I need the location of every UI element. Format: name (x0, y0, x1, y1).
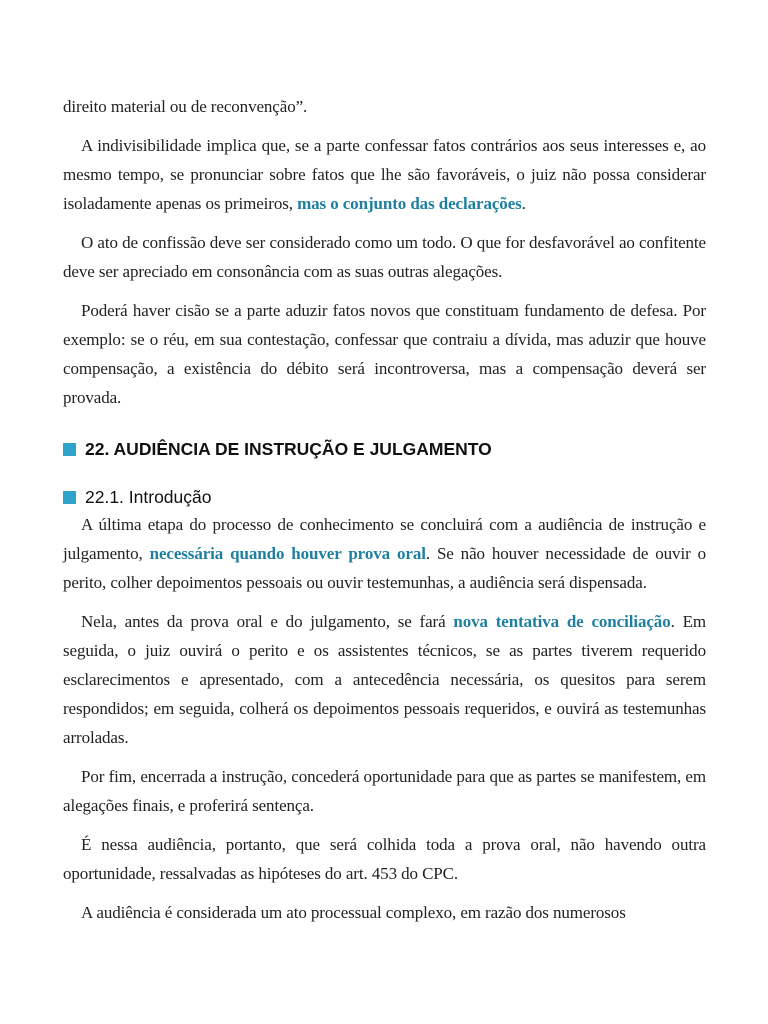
paragraph: Por fim, encerrada a instrução, concederá oportunidade para que as partes se manifestem, em alegações finais, e proferirá sentença. (63, 767, 706, 815)
highlighted-text: mas o conjunto das declarações (297, 194, 522, 213)
paragraph-text: Nela, antes da prova oral e do julgamento, se fará (81, 612, 454, 631)
paragraph (63, 510, 706, 597)
paragraph-text: A indivisibilidade implica que, se a parte confessar fatos contrários aos seus interesses e, ao mesmo tempo, se pronunciar sobre fatos que lhe são favoráveis, o juiz não possa considerar isoladamente apenas os primeiros, (63, 136, 706, 213)
paragraph: É nessa audiência, portanto, que será colhida toda a prova oral, não havendo outra oportunidade, ressalvadas as hipóteses do art. 453 do CPC. (63, 835, 706, 883)
section-heading-text: 22. AUDIÊNCIA DE INSTRUÇÃO E JULGAMENTO (85, 439, 492, 459)
paragraph-text: . Se não houver necessidade de ouvir o perito, colher depoimentos pessoais ou ouvir testemunhas, a audiência será dispensada. (63, 544, 706, 592)
section-heading (63, 436, 706, 462)
paragraph: Poderá haver cisão se a parte aduzir fatos novos que constituam fundamento de defesa. Por exemplo: se o réu, em sua contestação, confessar que contraiu a dívida, mas aduzir que houve compensação, a existência do débito será incontroversa, mas a compensação deverá ser provada. (63, 301, 706, 407)
square-bullet-icon (63, 443, 76, 456)
paragraph (63, 607, 706, 752)
paragraph: A audiência é considerada um ato processual complexo, em razão dos numerosos (81, 903, 626, 922)
paragraphs-top (63, 92, 706, 412)
paragraph-text: . Em seguida, o juiz ouvirá o perito e os assistentes técnicos, se as partes tiverem requerido esclarecimentos e apresentado, com a antecedência necessária, os quesitos para serem respondidos; em seguida, colherá os depoimentos pessoais requeridos, e ouvirá as testemunhas arroladas. (63, 612, 706, 747)
highlighted-text: nova tentativa de conciliação (453, 612, 671, 631)
paragraphs-bottom (63, 510, 706, 927)
document-page (63, 92, 706, 937)
square-bullet-icon (63, 491, 76, 504)
paragraph: O ato de confissão deve ser considerado como um todo. O que for desfavorável ao confitente deve ser apreciado em consonância com as suas outras alegações. (63, 233, 706, 281)
paragraph: direito material ou de reconvenção”. (63, 97, 308, 116)
paragraph-text: A última etapa do processo de conhecimento se concluirá com a audiência de instrução e julgamento, (63, 515, 706, 563)
subsection-heading-text: 22.1. Introdução (85, 487, 212, 507)
paragraph (63, 131, 706, 218)
highlighted-text: necessária quando houver prova oral (149, 544, 426, 563)
subsection-heading (63, 484, 706, 510)
paragraph-text: . (521, 194, 526, 213)
